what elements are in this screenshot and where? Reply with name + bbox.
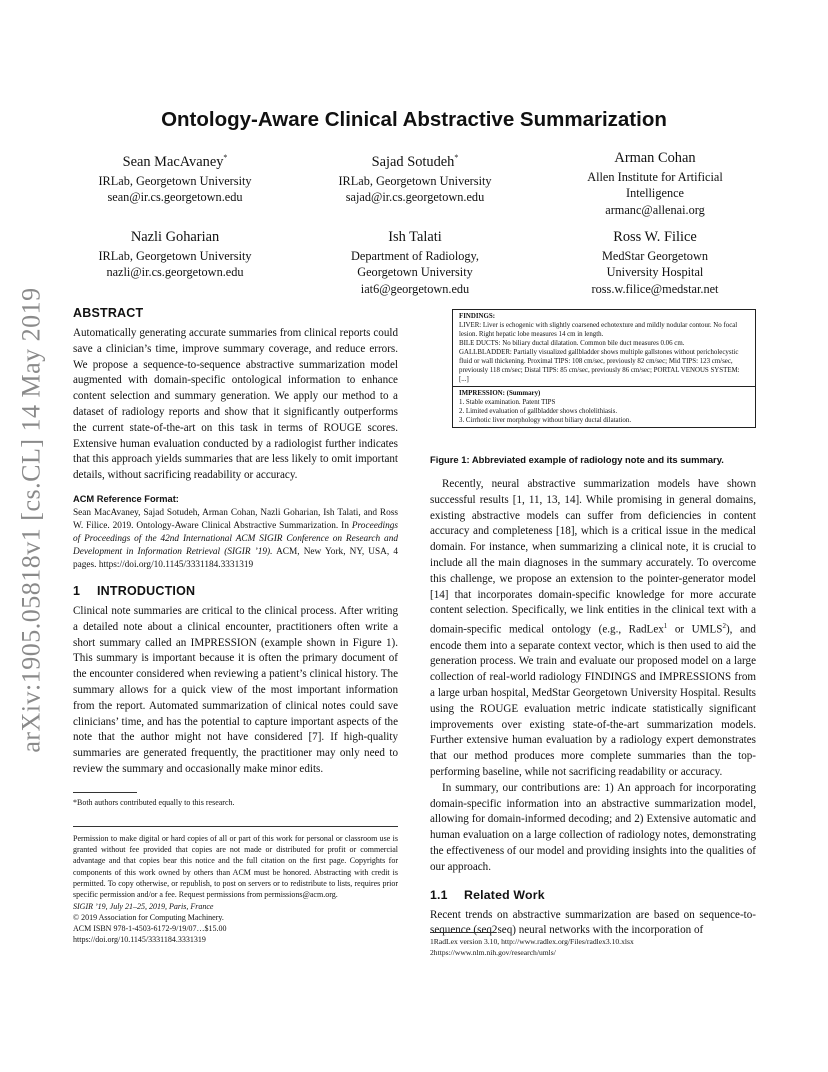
permission-text: Permission to make digital or hard copies of all or part of this work for personal or classroom use is granted without fee provided that copies are not made or distributed for profit or commercial advantage and that copies bear this notice and the full citation on the first page. Copyrights for components of this work owned by others than ACM must be honored. Abstracting with credit is permitted. To copy otherwise, or republish, to post on servers or to redistribute to lists, requires prior specific permission and/or a fee. Request permissions from permissions@acm.org. [73,833,398,900]
findings-section [453,310,755,386]
intro-continued-text: Recently, neural abstractive summarization models have shown successful results [1, 11, 13, 14]. While promising in general domains, existing abstractive models can suffer from deficiencies in content accuracy and completeness [18], which is a critical issue in the medical domain. For instance, when summarizing a clinical note, it is crucial to include all the main diagnoses in the summary accurately. To overcome this challenge, we propose an extension to the pointer-generator model [14] that incorporates domain-specific knowledge for more accurate content selection. Specifically, we link entities in the clinical text with a domain-specific medical ontology (e.g., RadLex$^1$ or UMLS$^2$), and encode them into a separate context vector, which is then used to aid the generation process. We train and evaluate our proposed model on a large collection of real-world radiology FINDINGS and IMPRESSIONS from a large urban hospital, MedStar Georgetown University Hospital. Results using the ROUGE evaluation metric indicate statistically significant improvements over existing state-of-the-art summarization models. Further extensive human evaluation by a radiology expert demonstrates that our method produces more complete summaries than the top-performing baseline, while not sacrificing readability or accuracy. [430,478,756,779]
right-footnotes [430,932,756,958]
author-affiliation: MedStar Georgetown [602,248,708,263]
author-affiliation: IRLab, Georgetown University [338,173,492,188]
author-affiliation: Intelligence [625,186,685,201]
footnote-divider [430,932,494,933]
intro-heading [73,584,398,598]
footnote-divider [73,792,137,793]
permission-block [73,826,398,946]
doi-link[interactable]: https://doi.org/10.1145/3331184.3331319 [73,935,206,945]
author-email: iat6@georgetown.edu [360,281,470,296]
left-column [73,306,398,946]
acm-reference-text: Sean MacAvaney, Sajad Sotudeh, Arman Cohan, Nazli Goharian, Ish Talati, and Ross W. Filice. 2019. Ontology-Aware Clinical Abstractive Summarization. In Proceedings of Proceedings of the 42nd International ACM SIGIR Conference on Research and Development in Information Retrieval (SIGIR ’19). ACM, New York, NY, USA, 4 pages. https://doi.org/10.1145/3331184.3331319 [73,507,398,570]
paper-title: Ontology-Aware Clinical Abstractive Summarization [161,108,667,131]
section-title: INTRODUCTION [97,583,196,598]
author-email: ross.w.filice@medstar.net [591,281,719,296]
author-row-1 [60,150,770,219]
author-name: Sajad Sotudeh [371,153,455,170]
subsection-number: 1.1 [430,887,448,902]
arxiv-stamp [8,270,56,770]
author-affiliation: University Hospital [606,265,704,280]
acm-reference-heading: ACM Reference Format: [73,493,179,504]
abstract-heading: ABSTRACT [73,306,144,320]
author [540,150,770,219]
author-row-2 [60,229,770,298]
author-affiliation: Allen Institute for Artificial [587,169,723,184]
author-email: armanc@allenai.org [605,203,705,218]
isbn-info: ACM ISBN 978-1-4503-6172-9/19/07…$15.00 [73,924,227,934]
contributions-text: In summary, our contributions are: 1) An approach for incorporating domain-specific information into an abstractive summarization model, allowing for domain-informed decoding; and 2) Extensive automatic and human evaluation on a large collection of radiology notes, demonstrating the effectiveness of our model and providing insights into the qualities of our approach. [430,781,756,873]
author [540,229,770,298]
author-name: Nazli Goharian [130,228,220,245]
impression-line: 3. Cirrhotic liver morphology without biliary ductal dilatation. [459,417,632,424]
footnote-ref[interactable]: 1 [663,622,668,631]
author [300,150,530,219]
findings-line: LIVER: Liver is echogenic with slightly coarsened echotexture and mildly nodular contour. No focal lesion. Right hepatic lobe measures 14 cm in length. [459,322,738,338]
related-work-heading [430,888,756,902]
copyright-info: © 2019 Association for Computing Machinery. [73,912,224,922]
author-name: Arman Cohan [614,150,696,166]
subsection-title: Related Work [464,887,545,902]
author-affiliation: Georgetown University [357,265,473,280]
impression-line: 2. Limited evaluation of gallbladder shows cholelithiasis. [459,408,618,415]
radlex-footnote: 1RadLex version 3.10, http://www.radlex.org/Files/radlex3.10.xlsx [430,937,634,946]
conference-info: SIGIR ’19, July 21–25, 2019, Paris, France [73,901,214,911]
author-affiliation: Department of Radiology, [351,248,479,263]
impression-line: 1. Stable examination. Patent TIPS [459,399,556,406]
author [60,150,290,219]
findings-line: GALLBLADDER: Partially visualized gallbladder shows multiple gallstones without pericholecystic fluid or wall thickening. Proximal TIPS: 108 cm/sec, previously 82 cm/sec; Mid TIPS: 123 cm/sec, previously 118 cm/sec; Distal TIPS: 85 cm/sec, previously 86 cm/sec; PORTAL VENOUS SYSTEM: [...] [459,349,740,383]
equal-contrib-mark: * [454,153,459,162]
impression-label: IMPRESSION: (Summary) [459,390,541,397]
equal-contribution-footnote: *Both authors contributed equally to this research. [73,797,235,807]
findings-label: FINDINGS: [459,313,495,320]
equal-contrib-mark: * [223,153,228,162]
arxiv-id: arXiv:1905.05818v1 [cs.CL] 14 May 2019 [17,287,46,753]
author-name: Sean MacAvaney [122,153,224,170]
author [300,229,530,298]
author-block [60,150,770,308]
author-affiliation: IRLab, Georgetown University [98,173,252,188]
findings-line: BILE DUCTS: No biliary ductal dilatation. Common bile duct measures 0.06 cm. [459,340,685,347]
impression-section [453,386,755,427]
author-name: Ish Talati [388,228,442,245]
author-email: nazli@ir.cs.georgetown.edu [106,265,244,280]
abstract-text: Automatically generating accurate summaries from clinical reports could save a clinician’s time, improve summary coverage, and reduce errors. We propose a sequence-to-sequence abstractive summarization model augmented with domain-specific ontological information to enhance content selection and summary generation. We apply our method to a dataset of radiology reports and show that it significantly outperforms the current state-of-the-art on this task in terms of ROUGE scores. Extensive human evaluation conducted by a radiologist further indicates that this approach yields summaries that are less likely to omit important details, without sacrificing readability or accuracy. [73,327,398,482]
author-affiliation: IRLab, Georgetown University [98,248,252,263]
author [60,229,290,298]
section-number: 1 [73,583,81,598]
figure-1-caption: Figure 1: Abbreviated example of radiology note and its summary. [430,454,724,465]
umls-footnote: 2https://www.nlm.nih.gov/research/umls/ [430,948,556,957]
author-email: sean@ir.cs.georgetown.edu [107,190,243,205]
figure-1-box [452,309,756,428]
intro-text: Clinical note summaries are critical to the clinical process. After writing a detailed note about a clinical encounter, practitioners often write a short summary called an IMPRESSION (example shown in Figure 1). This summary is important because it is often the primary document of the encounter considered when reviewing a patient’s clinical history. The summary allows for a quick view of the most important information from the report. Automated summarization of clinical notes could save clinicians’ time, and has the potential to capture important aspects of the note that the author might not have considered [7]. If high-quality summaries are generated frequently, the practitioner may only need to review the summary and occasionally make minor edits. [73,604,398,775]
related-work-text: Recent trends on abstractive summarization are based on sequence-to-sequence (seq2seq) neural networks with the incorporation of [430,908,756,937]
right-column [430,306,756,939]
footnote-ref[interactable]: 2 [722,622,726,631]
author-email: sajad@ir.cs.georgetown.edu [345,190,485,205]
author-name: Ross W. Filice [613,228,697,245]
acm-reference-venue: Proceedings of Proceedings of the 42nd International ACM SIGIR Conference on Research and Development in Information Retrieval (SIGIR ’19). [73,520,398,557]
